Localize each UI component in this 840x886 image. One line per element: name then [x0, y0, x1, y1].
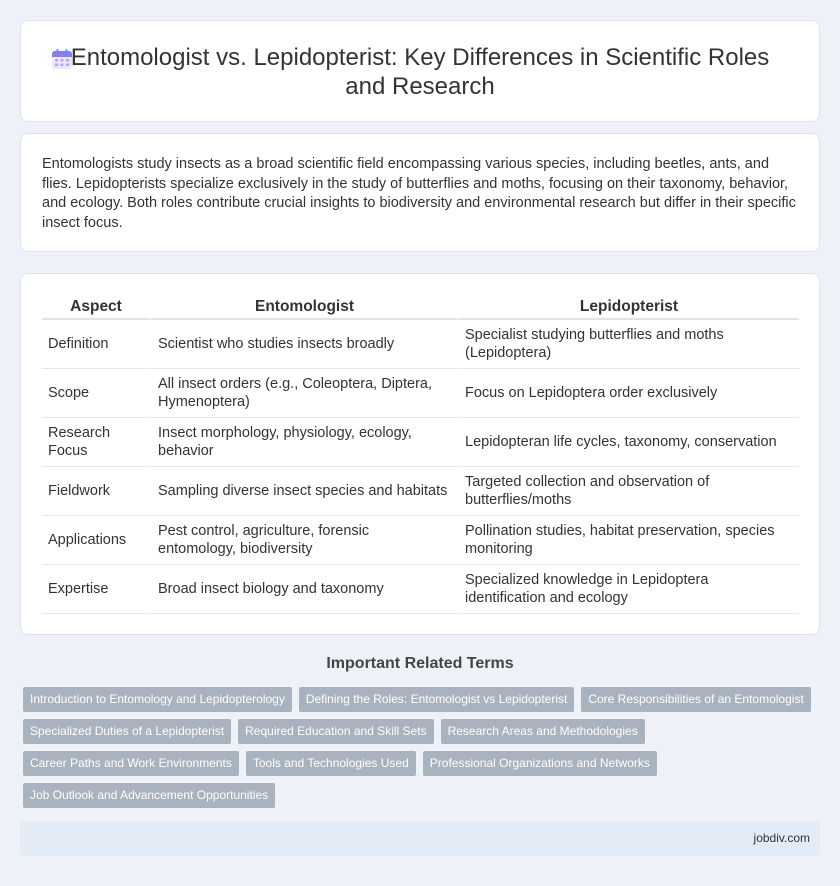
lepidopterist-cell: Targeted collection and observation of butterflies/moths [457, 467, 799, 516]
entomologist-cell: Sampling diverse insect species and habitats [150, 467, 457, 516]
comparison-card [20, 273, 820, 635]
related-term-tag[interactable]: Defining the Roles: Entomologist vs Lepidopterist [299, 687, 574, 712]
related-term-tag[interactable]: Research Areas and Methodologies [441, 719, 645, 744]
related-term-tag[interactable]: Required Education and Skill Sets [238, 719, 433, 744]
aspect-cell: Scope [42, 369, 150, 418]
related-term-tag[interactable]: Introduction to Entomology and Lepidopterology [23, 687, 292, 712]
lepidopterist-cell: Focus on Lepidoptera order exclusively [457, 369, 799, 418]
entomologist-cell: Pest control, agriculture, forensic entomology, biodiversity [150, 516, 457, 565]
aspect-cell: Definition [42, 320, 150, 369]
intro-paragraph: Entomologists study insects as a broad scientific field encompassing various species, including beetles, ants, and flies. Lepidopterists specialize exclusively in the study of butterflies and moths, focusing on their taxonomy, behavior, and ecology. Both roles contribute crucial insights to biodiversity and environmental research but differ in their specific insect focus. [42, 156, 796, 231]
footer [20, 822, 820, 856]
related-terms-list [23, 687, 823, 815]
related-term-tag[interactable]: Tools and Technologies Used [246, 751, 416, 776]
related-term-tag[interactable]: Job Outlook and Advancement Opportunities [23, 783, 275, 808]
related-term-tag[interactable]: Career Paths and Work Environments [23, 751, 239, 776]
entomologist-cell: Insect morphology, physiology, ecology, behavior [150, 418, 457, 467]
footer-site-link[interactable]: jobdiv.com [753, 831, 810, 845]
entomologist-cell: All insect orders (e.g., Coleoptera, Diptera, Hymenoptera) [150, 369, 457, 418]
table-row [42, 369, 799, 418]
related-term-tag[interactable]: Specialized Duties of a Lepidopterist [23, 719, 231, 744]
table-row [42, 565, 799, 614]
related-term-tag[interactable]: Professional Organizations and Networks [423, 751, 657, 776]
header-aspect: Aspect [42, 296, 150, 320]
entomologist-cell: Broad insect biology and taxonomy [150, 565, 457, 614]
aspect-cell: Expertise [42, 565, 150, 614]
table-row [42, 418, 799, 467]
lepidopterist-cell: Lepidopteran life cycles, taxonomy, conservation [457, 418, 799, 467]
table-header-row [42, 296, 799, 320]
aspect-cell: Fieldwork [42, 467, 150, 516]
lepidopterist-cell: Pollination studies, habitat preservation, species monitoring [457, 516, 799, 565]
related-term-tag[interactable]: Core Responsibilities of an Entomologist [581, 687, 810, 712]
header-lepidopterist: Lepidopterist [457, 296, 799, 320]
aspect-cell: Research Focus [42, 418, 150, 467]
page-title: Entomologist vs. Lepidopterist: Key Differences in Scientific Roles and Research [70, 44, 770, 100]
title-card [20, 20, 820, 122]
table-row [42, 320, 799, 369]
table-row [42, 467, 799, 516]
intro-card [20, 133, 820, 252]
lepidopterist-cell: Specialized knowledge in Lepidoptera identification and ecology [457, 565, 799, 614]
table-row [42, 516, 799, 565]
comparison-table [42, 296, 799, 614]
header-entomologist: Entomologist [150, 296, 457, 320]
lepidopterist-cell: Specialist studying butterflies and moths (Lepidoptera) [457, 320, 799, 369]
related-terms-heading: Important Related Terms [326, 655, 514, 672]
aspect-cell: Applications [42, 516, 150, 565]
entomologist-cell: Scientist who studies insects broadly [150, 320, 457, 369]
